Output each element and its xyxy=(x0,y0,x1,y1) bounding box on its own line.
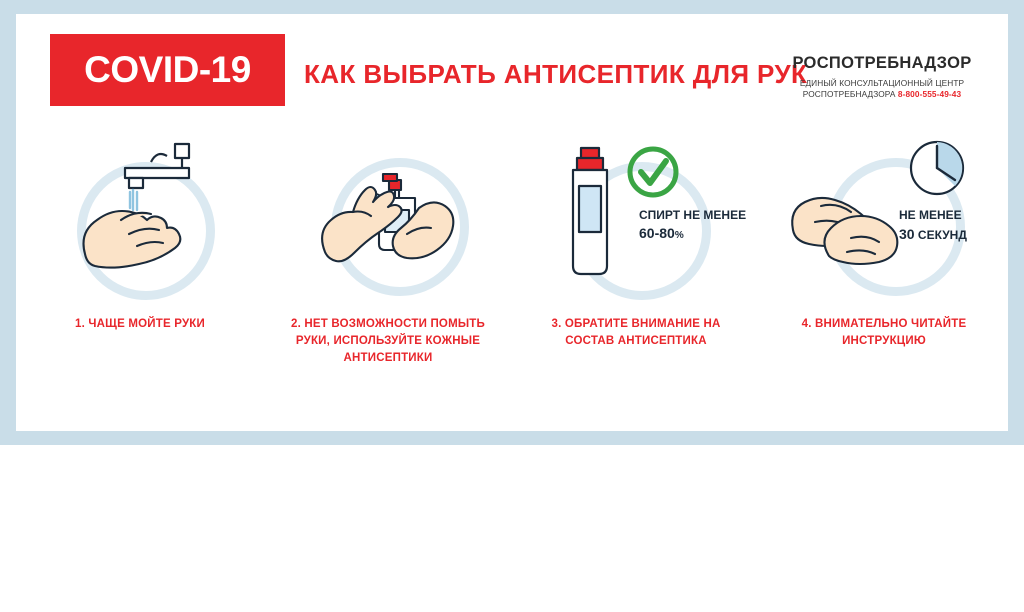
duration-label xyxy=(899,206,967,245)
organization-block xyxy=(782,54,982,100)
organization-contact-line2-wrap xyxy=(782,89,982,100)
hands-washing-under-faucet-icon xyxy=(25,134,255,294)
organization-phone: 8-800-555-49-43 xyxy=(897,89,962,99)
organization-contact-line2: РОСПОТРЕБНАДЗОРА xyxy=(802,89,896,99)
poster xyxy=(16,14,1008,431)
alcohol-content-label xyxy=(639,206,746,245)
step-2 xyxy=(264,134,512,367)
alcohol-content-unit: % xyxy=(674,230,684,241)
step-4 xyxy=(760,134,1008,367)
alcohol-content-value-wrap xyxy=(639,224,746,245)
step-2-illustration xyxy=(273,134,503,294)
step-3-illustration xyxy=(521,134,751,294)
organization-name: РОСПОТРЕБНАДЗОР xyxy=(792,54,972,72)
step-1 xyxy=(16,134,264,367)
step-4-caption: 4. ВНИМАТЕЛЬНО ЧИТАЙТЕ ИНСТРУКЦИЮ xyxy=(801,318,967,347)
duration-unit: СЕКУНД xyxy=(914,228,967,242)
steps-row xyxy=(16,134,1008,367)
clock-icon xyxy=(911,142,963,194)
covid-badge xyxy=(50,34,285,106)
step-1-caption: 1. ЧАЩЕ МОЙТЕ РУКИ xyxy=(75,318,205,330)
step-1-illustration xyxy=(25,134,255,294)
step-4-illustration xyxy=(769,134,999,294)
organization-contact-line1: ЕДИНЫЙ КОНСУЛЬТАЦИОННЫЙ ЦЕНТР xyxy=(799,78,965,88)
step-2-caption: 2. НЕТ ВОЗМОЖНОСТИ ПОМЫТЬ РУКИ, ИСПОЛЬЗУЙТЕ КОЖНЫЕ АНТИСЕПТИКИ xyxy=(290,318,485,364)
duration-line1: НЕ МЕНЕЕ xyxy=(899,208,962,222)
covid-badge-label: COVID-19 xyxy=(84,49,251,90)
duration-value-wrap xyxy=(899,225,967,245)
green-check-icon xyxy=(630,149,676,195)
step-3 xyxy=(512,134,760,367)
hand-sanitizer-pump-icon xyxy=(273,134,503,294)
page-title: КАК ВЫБРАТЬ АНТИСЕПТИК ДЛЯ РУК xyxy=(304,59,808,89)
step-3-caption: 3. ОБРАТИТЕ ВНИМАНИЕ НА СОСТАВ АНТИСЕПТИКА xyxy=(551,318,721,347)
alcohol-content-line1: СПИРТ НЕ МЕНЕЕ xyxy=(639,208,747,222)
poster-header xyxy=(16,14,1008,124)
alcohol-content-value: 60-80 xyxy=(639,225,675,241)
organization-contact xyxy=(782,78,982,100)
duration-value: 30 xyxy=(899,226,915,242)
